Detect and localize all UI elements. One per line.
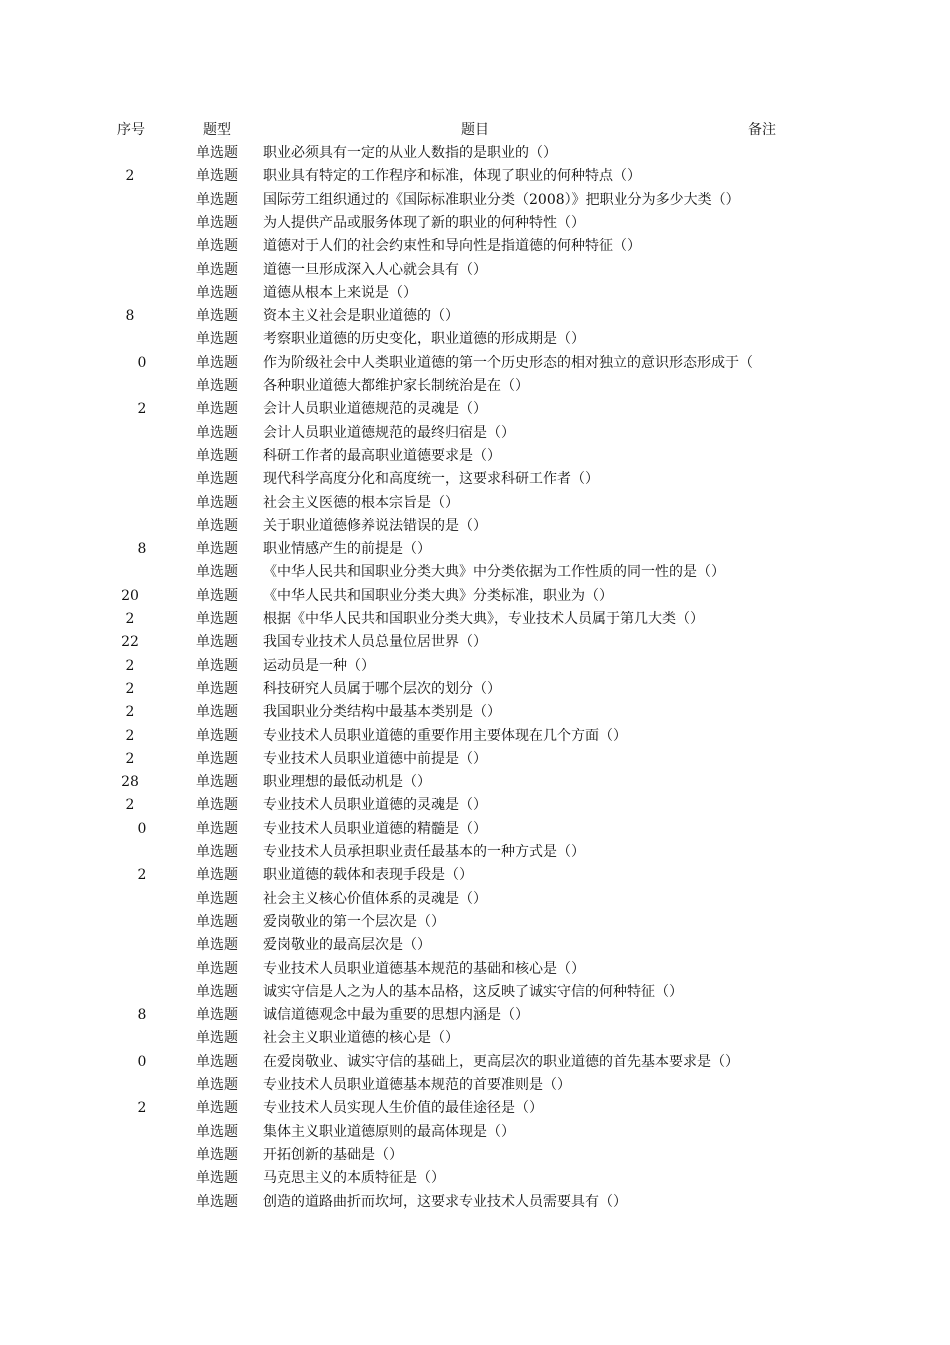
row-question: 爱岗敬业的第一个层次是（） (263, 914, 445, 930)
row-seq (100, 1122, 160, 1142)
row-seq (100, 982, 160, 1002)
row-type: 单选题 (196, 1100, 238, 1116)
row-seq: 2 (137, 1100, 147, 1116)
row-seq (100, 376, 160, 396)
row-question: 各种职业道德大都维护家长制统治是在（） (263, 378, 529, 394)
row-seq (100, 283, 160, 303)
row-question: 诚实守信是人之为人的基本品格，这反映了诚实守信的何种特征（） (263, 984, 683, 1000)
row-type: 单选题 (196, 867, 238, 883)
header-type: 题型 (203, 122, 231, 138)
row-seq (100, 260, 160, 280)
row-type: 单选题 (196, 1194, 238, 1210)
row-type: 单选题 (196, 518, 238, 534)
row-question: 我国专业技术人员总量位居世界（） (263, 634, 487, 650)
row-seq: 8 (125, 308, 135, 324)
row-question: 专业技术人员职业道德基本规范的首要准则是（） (263, 1077, 571, 1093)
row-type: 单选题 (196, 425, 238, 441)
row-question: 专业技术人员职业道德的精髓是（） (263, 821, 487, 837)
row-type: 单选题 (196, 797, 238, 813)
row-question: 社会主义核心价值体系的灵魂是（） (263, 891, 487, 907)
row-question: 为人提供产品或服务体现了新的职业的何种特性（） (263, 215, 585, 231)
row-seq (100, 1168, 160, 1188)
row-type: 单选题 (196, 145, 238, 161)
row-seq: 2 (125, 681, 135, 697)
row-seq (100, 516, 160, 536)
row-seq (100, 423, 160, 443)
row-type: 单选题 (196, 774, 238, 790)
row-type: 单选题 (196, 495, 238, 511)
row-question: 职业理想的最低动机是（） (263, 774, 431, 790)
row-type: 单选题 (196, 192, 238, 208)
row-seq (100, 493, 160, 513)
row-question: 专业技术人员承担职业责任最基本的一种方式是（） (263, 844, 585, 860)
row-question: 道德从根本上来说是（） (263, 285, 417, 301)
row-seq: 2 (125, 751, 135, 767)
row-seq (100, 912, 160, 932)
row-question: 科技研究人员属于哪个层次的划分（） (263, 681, 501, 697)
row-question: 我国职业分类结构中最基本类别是（） (263, 704, 501, 720)
row-type: 单选题 (196, 238, 238, 254)
row-question: 资本主义社会是职业道德的（） (263, 308, 459, 324)
row-question: 在爱岗敬业、诚实守信的基础上，更高层次的职业道德的首先基本要求是（） (263, 1054, 739, 1070)
row-seq (100, 842, 160, 862)
row-type: 单选题 (196, 1077, 238, 1093)
row-type: 单选题 (196, 588, 238, 604)
row-question: 关于职业道德修养说法错误的是（） (263, 518, 487, 534)
row-question: 职业具有特定的工作程序和标准，体现了职业的何种特点（） (263, 168, 641, 184)
row-question: 现代科学高度分化和高度统一，这要求科研工作者（） (263, 471, 599, 487)
row-question: 国际劳工组织通过的《国际标准职业分类（2008）》把职业分为多少大类（） (263, 192, 740, 208)
row-type: 单选题 (196, 844, 238, 860)
row-type: 单选题 (196, 937, 238, 953)
row-type: 单选题 (196, 541, 238, 557)
row-question: 作为阶级社会中人类职业道德的第一个历史形态的相对独立的意识形态形成于（ (263, 355, 753, 371)
row-seq (100, 236, 160, 256)
row-seq: 28 (121, 774, 139, 790)
row-seq (100, 935, 160, 955)
row-seq: 2 (125, 797, 135, 813)
row-question: 科研工作者的最高职业道德要求是（） (263, 448, 501, 464)
row-seq (100, 143, 160, 163)
row-type: 单选题 (196, 331, 238, 347)
row-seq (100, 959, 160, 979)
row-question: 《中华人民共和国职业分类大典》分类标准，职业为（） (263, 588, 613, 604)
row-type: 单选题 (196, 1054, 238, 1070)
row-type: 单选题 (196, 308, 238, 324)
row-question: 《中华人民共和国职业分类大典》中分类依据为工作性质的同一性的是（） (263, 564, 725, 580)
row-seq: 22 (121, 634, 139, 650)
row-type: 单选题 (196, 1124, 238, 1140)
row-type: 单选题 (196, 1170, 238, 1186)
row-type: 单选题 (196, 448, 238, 464)
row-type: 单选题 (196, 401, 238, 417)
row-type: 单选题 (196, 634, 238, 650)
row-seq: 2 (125, 658, 135, 674)
row-type: 单选题 (196, 681, 238, 697)
header-note: 备注 (748, 122, 776, 138)
row-question: 考察职业道德的历史变化，职业道德的形成期是（） (263, 331, 585, 347)
row-question: 专业技术人员职业道德的重要作用主要体现在几个方面（） (263, 728, 627, 744)
row-question: 会计人员职业道德规范的最终归宿是（） (263, 425, 515, 441)
header-question: 题目 (461, 122, 489, 138)
row-question: 爱岗敬业的最高层次是（） (263, 937, 431, 953)
header-seq: 序号 (117, 122, 145, 138)
row-seq: 8 (137, 541, 147, 557)
row-question: 职业必须具有一定的从业人数指的是职业的（） (263, 145, 557, 161)
row-type: 单选题 (196, 704, 238, 720)
row-type: 单选题 (196, 728, 238, 744)
row-type: 单选题 (196, 1007, 238, 1023)
row-seq: 2 (125, 611, 135, 627)
row-question: 马克思主义的本质特征是（） (263, 1170, 445, 1186)
row-type: 单选题 (196, 658, 238, 674)
row-type: 单选题 (196, 1147, 238, 1163)
row-type: 单选题 (196, 751, 238, 767)
row-type: 单选题 (196, 378, 238, 394)
row-type: 单选题 (196, 215, 238, 231)
row-question: 专业技术人员实现人生价值的最佳途径是（） (263, 1100, 543, 1116)
row-type: 单选题 (196, 355, 238, 371)
row-seq: 2 (137, 401, 147, 417)
row-type: 单选题 (196, 914, 238, 930)
row-seq (100, 446, 160, 466)
row-question: 道德一旦形成深入人心就会具有（） (263, 262, 487, 278)
row-type: 单选题 (196, 984, 238, 1000)
row-question: 社会主义职业道德的核心是（） (263, 1030, 459, 1046)
row-question: 专业技术人员职业道德的灵魂是（） (263, 797, 487, 813)
row-seq (100, 1145, 160, 1165)
row-seq: 0 (137, 355, 147, 371)
row-question: 专业技术人员职业道德基本规范的基础和核心是（） (263, 961, 585, 977)
row-seq (100, 213, 160, 233)
row-question: 运动员是一种（） (263, 658, 375, 674)
row-question: 开拓创新的基础是（） (263, 1147, 403, 1163)
row-question: 创造的道路曲折而坎坷，这要求专业技术人员需要具有（） (263, 1194, 627, 1210)
row-seq (100, 469, 160, 489)
row-type: 单选题 (196, 285, 238, 301)
row-question: 会计人员职业道德规范的灵魂是（） (263, 401, 487, 417)
row-type: 单选题 (196, 1030, 238, 1046)
row-seq: 8 (137, 1007, 147, 1023)
row-seq (100, 329, 160, 349)
row-seq: 0 (137, 1054, 147, 1070)
row-type: 单选题 (196, 821, 238, 837)
row-question: 诚信道德观念中最为重要的思想内涵是（） (263, 1007, 529, 1023)
row-seq (100, 1028, 160, 1048)
row-question: 集体主义职业道德原则的最高体现是（） (263, 1124, 515, 1140)
row-seq (100, 1192, 160, 1212)
row-seq (100, 889, 160, 909)
row-type: 单选题 (196, 961, 238, 977)
row-seq: 2 (125, 704, 135, 720)
row-question: 职业情感产生的前提是（） (263, 541, 431, 557)
row-question: 职业道德的载体和表现手段是（） (263, 867, 473, 883)
row-seq: 2 (137, 867, 147, 883)
row-question: 专业技术人员职业道德中前提是（） (263, 751, 487, 767)
row-type: 单选题 (196, 168, 238, 184)
row-type: 单选题 (196, 471, 238, 487)
row-seq: 0 (137, 821, 147, 837)
row-type: 单选题 (196, 611, 238, 627)
row-seq (100, 1075, 160, 1095)
row-type: 单选题 (196, 564, 238, 580)
row-seq (100, 190, 160, 210)
row-seq (100, 562, 160, 582)
row-seq: 20 (121, 588, 139, 604)
row-seq: 2 (125, 168, 135, 184)
row-question: 道德对于人们的社会约束性和导向性是指道德的何种特征（） (263, 238, 641, 254)
row-type: 单选题 (196, 262, 238, 278)
row-seq: 2 (125, 728, 135, 744)
row-type: 单选题 (196, 891, 238, 907)
row-question: 根据《中华人民共和国职业分类大典》，专业技术人员属于第几大类（） (263, 611, 704, 627)
row-question: 社会主义医德的根本宗旨是（） (263, 495, 459, 511)
